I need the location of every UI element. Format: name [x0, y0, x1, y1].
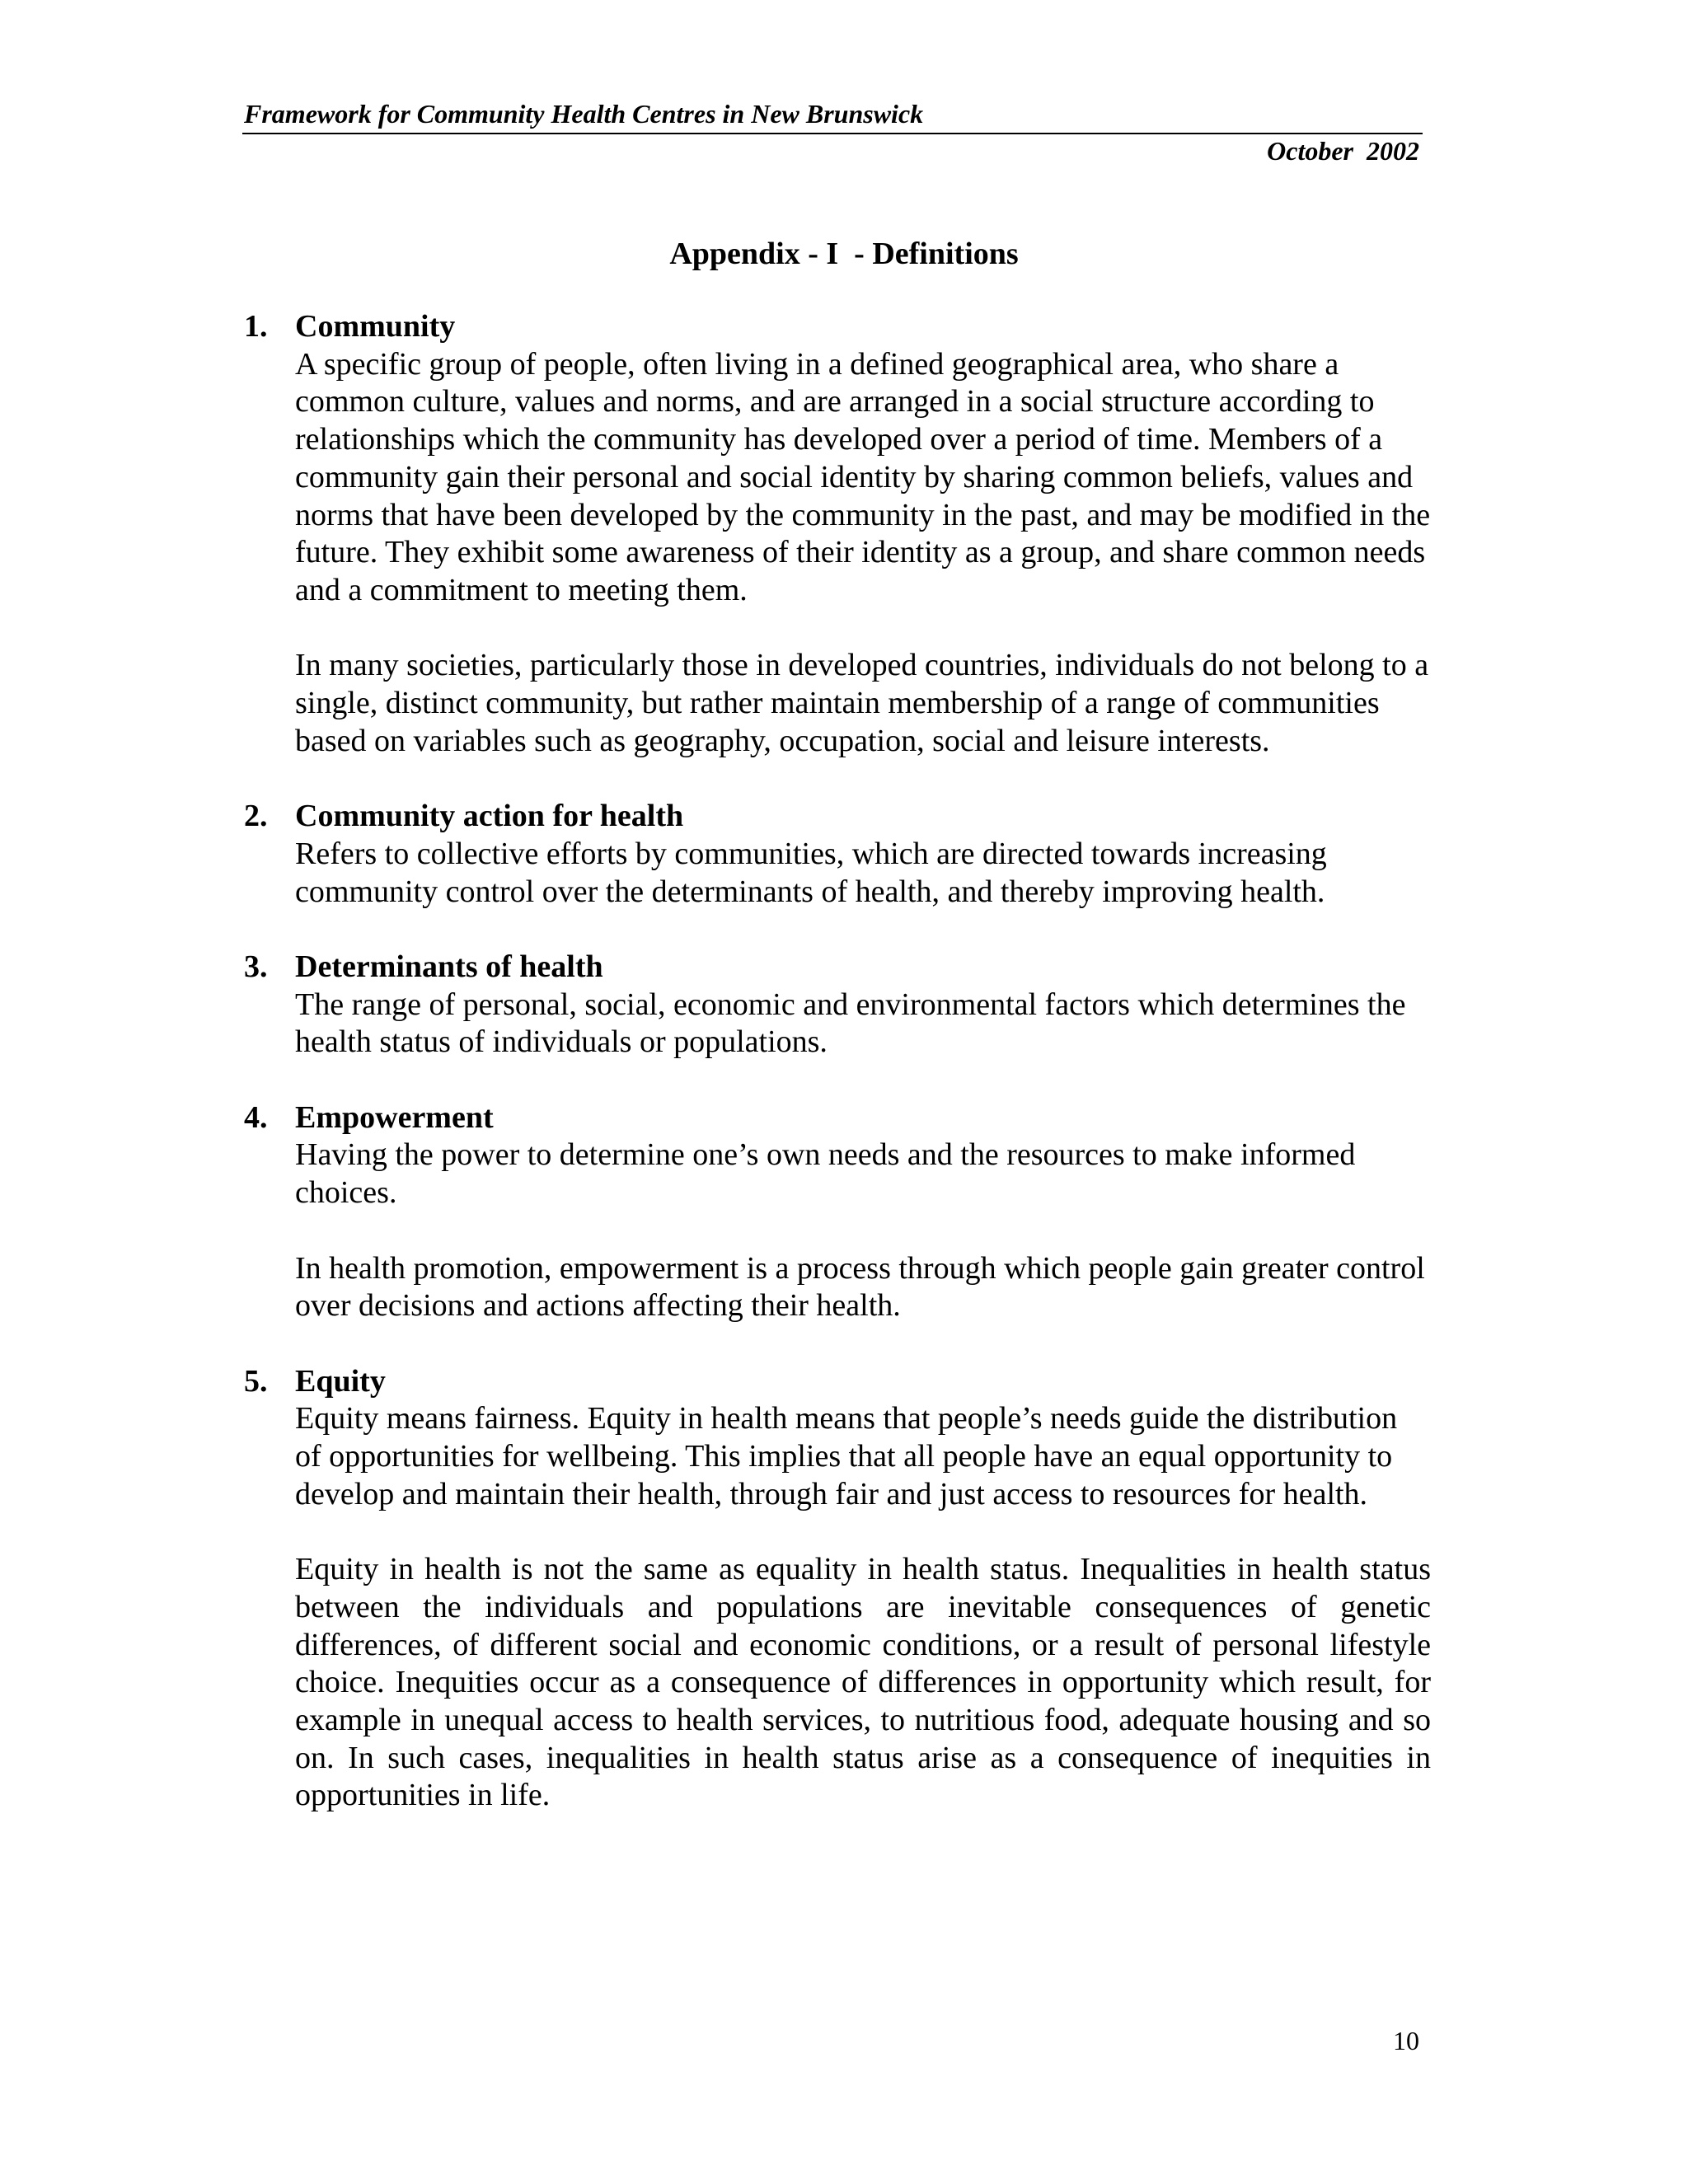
definition-paragraph: In many societies, particularly those in developed countries, individuals do not belong to a single, distinct community, but rather maintain membership of a range of communities based on variables such as geography, occupation, social and leisure interests.: [295, 648, 1429, 758]
definitions-list: [244, 308, 1431, 1815]
definition-term: Community action for health: [295, 799, 684, 834]
definition-community: [244, 308, 1431, 760]
definition-number: 1.: [244, 309, 268, 344]
definition-number: 5.: [244, 1363, 268, 1399]
definition-paragraph: Equity in health is not the same as equality in health status. Inequalities in health status between the individuals and populations are inevitable consequences of genetic differences, of different social and economic conditions, or a result of personal lifestyle choice. Inequities occur as a consequence of differences in opportunity which result, for example in unequal access to health services, to nutritious food, adequate housing and so on. In such cases, inequalities in health status arise as a consequence of inequities in opportunities in life.: [295, 1552, 1431, 1813]
definition-number: 4.: [244, 1099, 268, 1135]
definition-term: Empowerment: [295, 1099, 494, 1135]
definition-paragraph: The range of personal, social, economic and environmental factors which determines the health status of individuals or populations.: [295, 987, 1406, 1060]
definition-paragraph: A specific group of people, often living in a defined geographical area, who share a common culture, values and norms, and are arranged in a social structure according to relationships which the community has developed over a period of time. Members of a community gain their personal and social identity by sharing common beliefs, values and norms that have been developed by the community in the past, and may be modified in the future. They exhibit some awareness of their identity as a group, and share common needs and a commitment to meeting them.: [295, 346, 1431, 607]
page-number: 10: [1393, 2026, 1419, 2055]
definition-paragraph: In health promotion, empowerment is a process through which people gain greater control over decisions and actions affecting their health.: [295, 1250, 1425, 1324]
definition-paragraph: Equity means fairness. Equity in health means that people’s needs guide the distribution of opportunities for wellbeing. This implies that all people have an equal opportunity to develop and maintain their health, through fair and just access to resources for health.: [295, 1401, 1398, 1511]
definition-number: 2.: [244, 799, 268, 834]
definition-empowerment: [244, 1099, 1431, 1325]
definition-term: Community: [295, 309, 456, 344]
definition-paragraph: Refers to collective efforts by communities, which are directed towards increasing community control over the determinants of health, and thereby improving health.: [295, 836, 1327, 909]
definition-determinants-of-health: [244, 949, 1431, 1062]
appendix-title: Appendix - I - Definitions: [669, 237, 1019, 271]
header-divider: [242, 133, 1423, 134]
definition-equity: [244, 1363, 1431, 1815]
running-header-title: Framework for Community Health Centres in New Brunswick: [244, 99, 924, 129]
definition-paragraph: Having the power to determine one’s own needs and the resources to make informed choices.: [295, 1137, 1356, 1211]
running-header-date: October 2002: [1267, 136, 1419, 166]
definition-term: Equity: [295, 1363, 386, 1399]
definition-number: 3.: [244, 949, 268, 984]
definition-community-action-for-health: [244, 798, 1431, 911]
definition-term: Determinants of health: [295, 949, 603, 984]
